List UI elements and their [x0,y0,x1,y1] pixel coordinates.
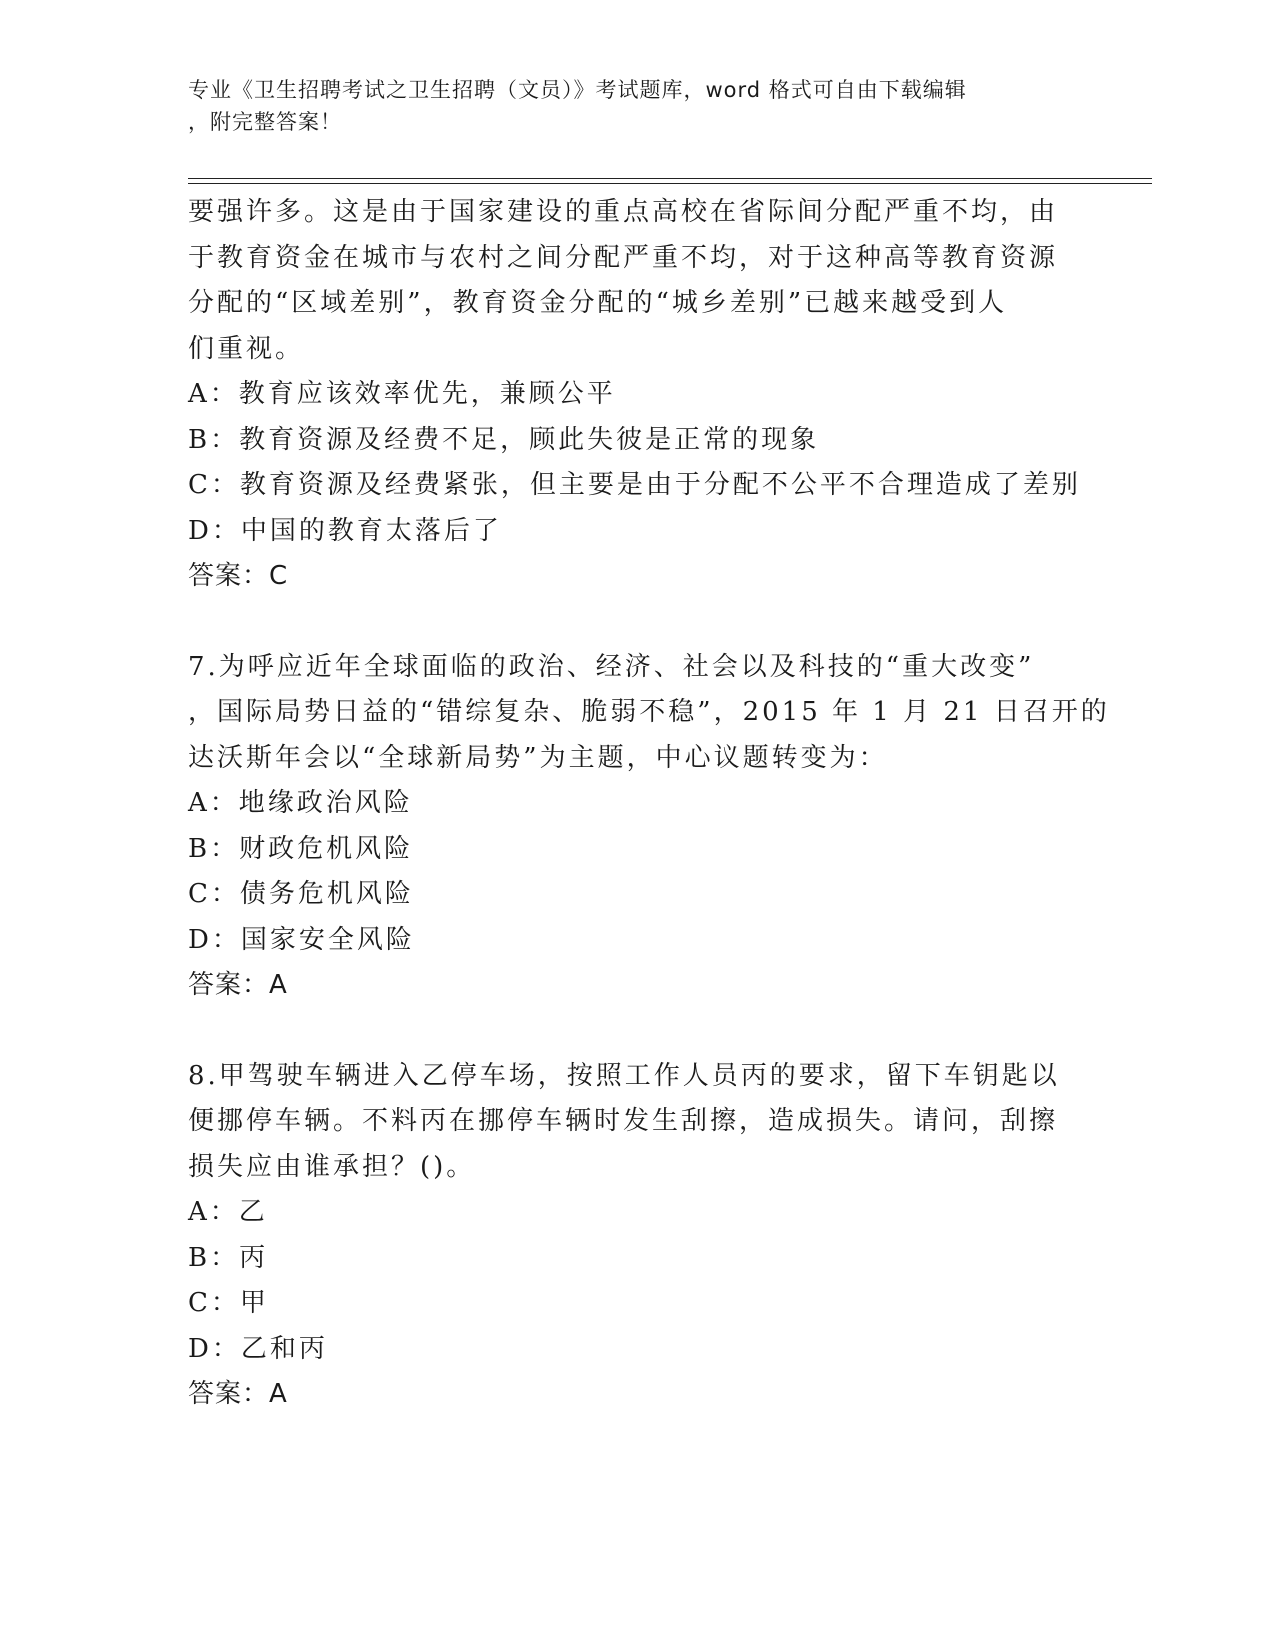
question-7 [188,645,1110,1009]
answer: 答案：A [188,970,288,1000]
header-line-1: 专业《卫生招聘考试之卫生招聘（文员）》考试题库，word 格式可自由下载编辑 [188,78,967,102]
option-c: C：教育资源及经费紧张，但主要是由于分配不公平不合理造成了差别 [188,470,1081,500]
question-text-line: 于教育资金在城市与农村之间分配严重不均，对于这种高等教育资源 [188,242,1059,273]
question-text-line: 们重视。 [188,333,305,364]
question-8 [188,1054,1088,1418]
document-body [188,190,1110,1418]
question-text-line: 损失应由谁承担？()。 [188,1151,476,1182]
option-c: C：甲 [188,1288,269,1318]
question-text-line: 要强许多。这是由于国家建设的重点高校在省际间分配严重不均，由 [188,197,1059,227]
option-d: D：国家安全风险 [188,924,415,955]
header-divider-top [188,178,1152,179]
question-text-line: 7.为呼应近年全球面临的政治、经济、社会以及科技的“重大改变” [188,651,1035,682]
header-divider-bottom [188,183,1152,184]
question-text-line: 分配的“区域差别”，教育资金分配的“城乡差别”已越来越受到人 [188,288,1008,318]
question-text-line: 达沃斯年会以“全球新局势”为主题，中心议题转变为： [188,742,888,773]
option-b: B：财政危机风险 [188,833,414,864]
option-d: D：乙和丙 [188,1333,328,1364]
option-a: A：地缘政治风险 [188,788,413,818]
question-text-line: ，国际局势日益的“错综复杂、脆弱不稳”，2015 年 1 月 21 日召开的 [188,697,1110,727]
header-line-2: ，附完整答案！ [188,110,342,134]
spacer [188,1009,1088,1054]
option-b: B：丙 [188,1242,269,1273]
answer: 答案：C [188,561,289,591]
option-a: A：乙 [188,1197,268,1227]
question-text-line: 便挪停车辆。不料丙在挪停车辆时发生刮擦，造成损失。请问，刮擦 [188,1106,1059,1136]
option-d: D：中国的教育太落后了 [188,515,502,546]
option-c: C：债务危机风险 [188,879,414,909]
spacer [188,600,1088,645]
question-6-continued [188,190,1088,600]
question-text-line: 8.甲驾驶车辆进入乙停车场，按照工作人员丙的要求，留下车钥匙以 [188,1060,1060,1091]
answer: 答案：A [188,1379,288,1409]
option-a: A：教育应该效率优先，兼顾公平 [188,379,616,409]
option-b: B：教育资源及经费不足，顾此失彼是正常的现象 [188,424,820,455]
document-header [188,74,1068,138]
